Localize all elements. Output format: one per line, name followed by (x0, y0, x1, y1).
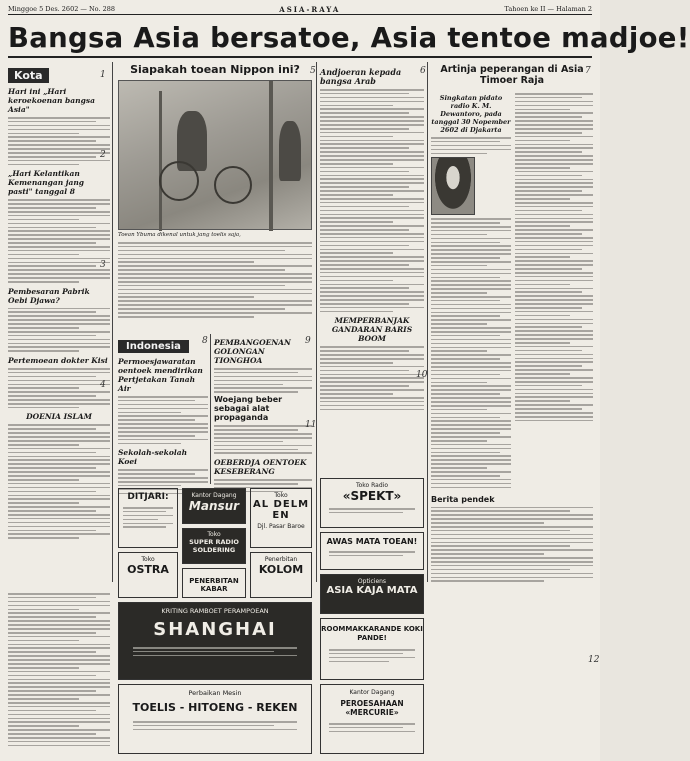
article-heading: Woejang beber sebagai alat propaganda (214, 395, 283, 423)
article-body (8, 117, 110, 165)
handwritten-number: 4 (100, 380, 106, 390)
article-body (8, 368, 110, 409)
handwritten-number: 7 (585, 66, 591, 76)
feature-title-right: Artinja peperangan di Asia Timoer Raja (440, 64, 584, 86)
author-portrait (431, 157, 475, 215)
article-heading: OEBERDJA OENTOEK KESEBERANG (214, 458, 307, 477)
section-label-indonesia: Indonesia (118, 340, 189, 353)
right-feature-column (431, 64, 593, 664)
feature-title: Siapakah toean Nippon ini? (130, 63, 300, 76)
indonesia-column-right (214, 334, 312, 484)
ad-title: Mansur (188, 499, 240, 513)
handwritten-number: 5 (310, 66, 316, 76)
article-body (431, 507, 593, 583)
ad-detail: Djl. Pasar Baroe (257, 523, 305, 530)
ad-mansur (182, 488, 246, 524)
indonesia-column-left (118, 334, 208, 482)
ad-title: TOELIS - HITOENG - REKEN (132, 701, 298, 714)
article-heading: DOENIA ISLAM (26, 412, 92, 422)
article-heading: Pertemoean dokter Kisi (8, 355, 108, 365)
ad-subtitle: Penerbitan (264, 556, 298, 563)
article-body (118, 242, 312, 318)
ad-title: PENERBITAN KABAR (189, 577, 239, 593)
masthead-page: Tahoen ke II — Halaman 2 (504, 5, 592, 13)
article-heading: MEMPERBANJAK GANDARAN BARIS BOOM (331, 316, 413, 344)
ad-subtitle: Perbaikan Mesin (188, 689, 242, 697)
column-rule (316, 62, 317, 582)
ad-subtitle: Opticiens (357, 578, 387, 585)
article-body (320, 89, 424, 312)
ad-asiakaya (320, 574, 424, 614)
article-heading: „Hari Kelantikan Kemenangan jang pasti" tanggal 8 (8, 169, 85, 197)
ad-subtitle: Toko (141, 556, 155, 563)
ad-title: SHANGHAI (153, 619, 277, 640)
ad-title: AL DELM EN (252, 499, 310, 521)
photo-caption: Toean Ybuma dikenal untuk jang toelis saja, (118, 232, 241, 238)
article-body (431, 137, 511, 154)
column-rule (427, 62, 428, 582)
feature-subtitle: Singkatan pidato radio K. M. Dewantoro, pada tanggal 30 Nopember 2602 di Djakarta (431, 94, 511, 134)
ad-title: DITJARI: (127, 492, 169, 502)
ad-aldelmen (250, 488, 312, 548)
handwritten-number: 8 (202, 336, 208, 346)
ad-title: KOLOM (258, 563, 304, 576)
ad-spekt (320, 478, 424, 528)
column-rule (112, 62, 113, 582)
ad-subtitle: Kantor Dagang (349, 689, 395, 696)
handwritten-number: 6 (420, 66, 426, 76)
section-label-kota: Kota (8, 68, 49, 83)
ad-roemah (320, 618, 424, 680)
ad-title: SUPER RADIO SOLDERING (189, 538, 239, 554)
article-body (431, 218, 511, 488)
ad-subtitle: Kantor Dagang (191, 492, 237, 499)
ad-awas (320, 532, 424, 570)
ad-title: OSTRA (127, 563, 169, 576)
article-heading: PEMBANGOENAN GOLONGAN TIONGHOA (214, 338, 291, 365)
feature-photo (118, 80, 312, 230)
left-column (8, 64, 110, 584)
ad-title: «SPEKT» (342, 489, 402, 503)
article-heading: Permoesjawaratan oentoek mendirikan Pertjetakan Tanah Air (118, 357, 203, 393)
left-column-bottom (8, 590, 110, 755)
ad-subtitle: Toko Radio (355, 482, 388, 489)
ad-title: ROOMMAKKARANDE KOKI PANDE! (321, 625, 423, 642)
ad-title: PEROESAHAAN «MERCURIE» (340, 699, 404, 717)
ad-mercurie (320, 684, 424, 754)
article-heading: Pembesaran Pabrik Oebi Djawa? (8, 286, 90, 305)
handwritten-number: 12 (588, 655, 600, 665)
handwritten-number: 3 (100, 260, 106, 270)
masthead (8, 4, 592, 15)
article-body (8, 593, 110, 746)
handwritten-number: 11 (305, 420, 317, 430)
article-body (320, 346, 424, 410)
handwritten-number: 9 (305, 336, 311, 346)
column-rule (210, 334, 211, 484)
main-headline: Bangsa Asia bersatoe, Asia tentoe madjoe! (8, 18, 592, 58)
ad-subtitle: KRITING RAMBOET PERAMPOEAN (161, 607, 269, 615)
ad-ostra (118, 552, 178, 598)
ad-jihoerai (182, 528, 246, 564)
ad-subtitle: Toko (207, 531, 221, 538)
article-heading: Sekolah-sekolah Koei (118, 448, 188, 467)
ad-title: ASIA KAJA MATA (326, 585, 418, 596)
article-body (8, 308, 110, 352)
ad-title: AWAS MATA TOEAN! (326, 537, 418, 546)
ad-kinen (182, 568, 246, 598)
article-body (214, 368, 312, 393)
article-body (8, 424, 110, 538)
article-heading: Andjoeran kepada bangsa Arab (320, 67, 402, 86)
article-body (515, 93, 593, 421)
handwritten-number: 2 (100, 150, 106, 160)
handwritten-number: 1 (100, 70, 106, 80)
ad-persoehoean (118, 684, 312, 754)
article-body (8, 199, 110, 282)
right-center-column (320, 64, 424, 474)
article-heading: Hari ini „Hari keroekoenan bangsa Asia" (8, 87, 95, 114)
handwritten-number: 10 (416, 370, 428, 380)
center-feature (118, 64, 312, 329)
ad-subtitle: Toko (274, 492, 288, 499)
masthead-date: Minggoe 5 Des. 2602 — No. 288 (8, 5, 115, 13)
ad-shanghai (118, 602, 312, 680)
ad-kolom (250, 552, 312, 598)
masthead-title: ASIA-RAYA (279, 4, 341, 14)
berita-pendek-heading: Berita pendek (431, 494, 495, 504)
article-body (214, 425, 312, 454)
article-body (118, 396, 208, 444)
ad-ditjari (118, 488, 178, 548)
